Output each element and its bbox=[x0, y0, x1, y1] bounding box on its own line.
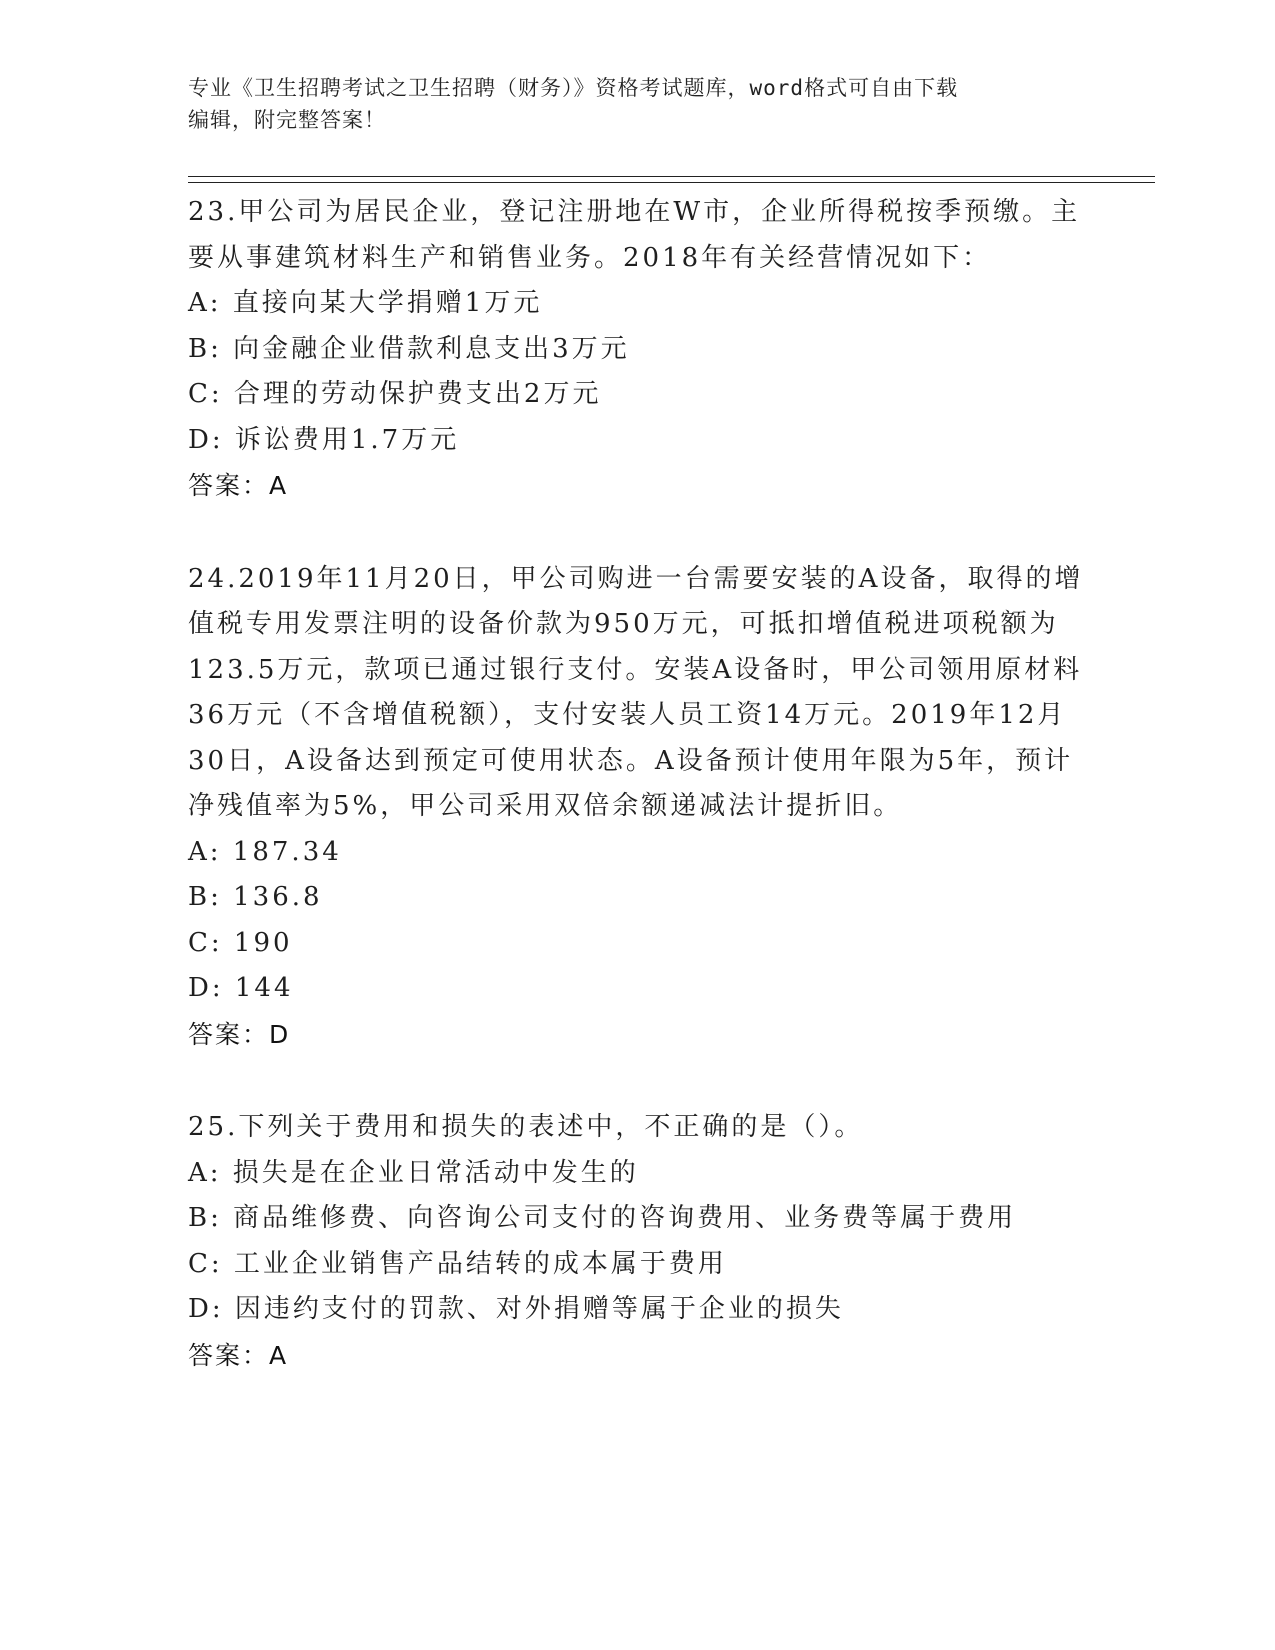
header-line: 专业《卫生招聘考试之卫生招聘（财务）》资格考试题库，word格式可自由下载 bbox=[188, 76, 959, 100]
option-d: D: 144 bbox=[188, 973, 294, 1003]
question-stem-line: 24.2019年11月20日，甲公司购进一台需要安装的A设备，取得的增 bbox=[188, 563, 1084, 594]
question-spacer bbox=[188, 1057, 1088, 1105]
option-a: A: 损失是在企业日常活动中发生的 bbox=[188, 1157, 639, 1188]
option-a: A: 187.34 bbox=[188, 836, 342, 867]
answer-line: 答案：A bbox=[188, 471, 289, 500]
question-stem-line: 30日，A设备达到预定可使用状态。A设备预计使用年限为5年，预计 bbox=[188, 745, 1074, 776]
document-header bbox=[188, 72, 1088, 136]
answer-line: 答案：A bbox=[188, 1340, 289, 1370]
question-23 bbox=[188, 190, 1088, 509]
option-a: A: 直接向某大学捐赠1万元 bbox=[188, 288, 543, 318]
question-stem-line: 23.甲公司为居民企业，登记注册地在W市，企业所得税按季预缴。主 bbox=[188, 197, 1081, 227]
option-b: B: 136.8 bbox=[188, 882, 323, 912]
header-line: 编辑，附完整答案！ bbox=[188, 108, 386, 132]
question-stem-line: 36万元（不含增值税额），支付安装人员工资14万元。2019年12月 bbox=[188, 700, 1067, 730]
header-divider bbox=[188, 176, 1155, 177]
question-24 bbox=[188, 557, 1088, 1058]
question-stem-line: 25.下列关于费用和损失的表述中，不正确的是（）。 bbox=[188, 1112, 864, 1142]
option-b: B: 商品维修费、向咨询公司支付的咨询费用、业务费等属于费用 bbox=[188, 1203, 1017, 1233]
question-stem-line: 净残值率为5%，甲公司采用双倍余额递减法计提折旧。 bbox=[188, 791, 903, 821]
question-stem-line: 123.5万元，款项已通过银行支付。安装A设备时，甲公司领用原材料 bbox=[188, 654, 1083, 685]
question-spacer bbox=[188, 509, 1088, 557]
option-c: C: 工业企业销售产品结转的成本属于费用 bbox=[188, 1248, 727, 1279]
option-d: D: 诉讼费用1.7万元 bbox=[188, 424, 460, 455]
option-c: C: 合理的劳动保护费支出2万元 bbox=[188, 379, 602, 409]
question-stem-line: 值税专用发票注明的设备价款为950万元，可抵扣增值税进项税额为 bbox=[188, 609, 1059, 639]
header-divider bbox=[188, 182, 1155, 183]
option-c: C: 190 bbox=[188, 927, 293, 958]
option-b: B: 向金融企业借款利息支出3万元 bbox=[188, 333, 630, 364]
option-d: D: 因违约支付的罚款、对外捐赠等属于企业的损失 bbox=[188, 1294, 844, 1324]
answer-line: 答案：D bbox=[188, 1019, 291, 1049]
question-stem-line: 要从事建筑材料生产和销售业务。2018年有关经营情况如下： bbox=[188, 242, 992, 273]
question-list bbox=[188, 190, 1088, 1378]
question-25 bbox=[188, 1105, 1088, 1378]
